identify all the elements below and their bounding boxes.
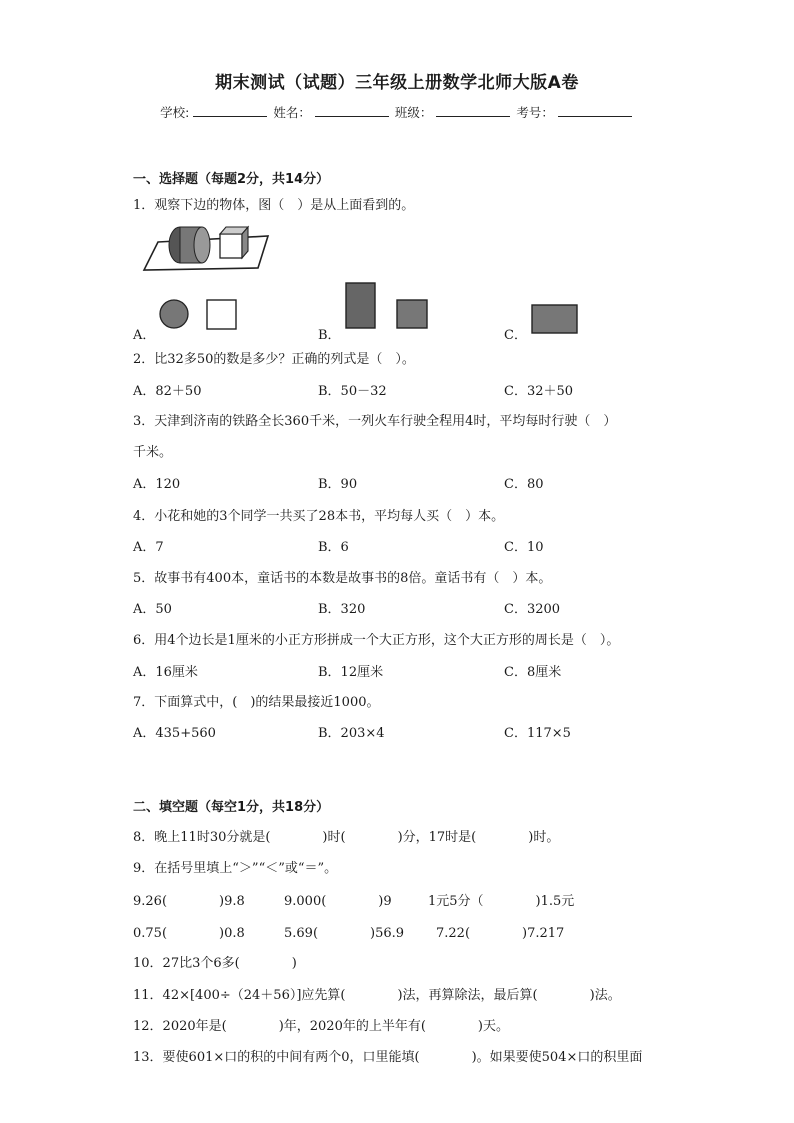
section2-heading: 二、填空题（每空1分，共18分） xyxy=(133,800,330,815)
q1-option-c-figure xyxy=(530,303,580,335)
name-blank[interactable] xyxy=(315,104,389,117)
q1-object-figure xyxy=(140,222,272,274)
exam-number-blank[interactable] xyxy=(558,104,632,117)
q11-text: 11．42×[400÷（24＋56）]应先算( )法，再算除法，最后算( )法。 xyxy=(133,988,621,1003)
exam-number-label: 考号： xyxy=(516,105,554,120)
q9-item-5: 5.69( )56.9 xyxy=(284,926,405,941)
q4-option-b[interactable]: B．6 xyxy=(318,540,349,555)
q5-text: 5．故事书有400本，童话书的本数是故事书的8倍。童话书有（ ）本。 xyxy=(133,571,552,586)
q5-option-b[interactable]: B．320 xyxy=(318,602,366,617)
q9-item-1: 9.26( )9.8 xyxy=(133,894,245,909)
school-blank[interactable] xyxy=(193,104,267,117)
q6-option-a[interactable]: A．16厘米 xyxy=(133,665,198,680)
q7-option-b[interactable]: B．203×4 xyxy=(318,726,385,741)
q8-text: 8．晚上11时30分就是( )时( )分，17时是( )时。 xyxy=(133,830,560,845)
q3-option-a[interactable]: A．120 xyxy=(133,477,181,492)
q4-option-c[interactable]: C．10 xyxy=(504,540,544,555)
q2-text: 2．比32多50的数是多少？正确的列式是（ ）。 xyxy=(133,352,415,367)
q1-option-a-figure xyxy=(158,298,242,332)
q1-option-c[interactable]: C． xyxy=(504,328,527,343)
page-title: 期末测试（试题）三年级上册数学北师大版A卷 xyxy=(215,73,579,93)
q2-option-a[interactable]: A．82＋50 xyxy=(133,384,202,399)
section1-heading: 一、选择题（每题2分，共14分） xyxy=(133,172,330,187)
class-label: 班级： xyxy=(394,105,433,120)
q3-text: 3．天津到济南的铁路全长360千米，一列火车行驶全程用4时，平均每时行驶（ ） xyxy=(133,414,617,429)
q7-text: 7．下面算式中，( )的结果最接近1000。 xyxy=(133,695,380,710)
q9-item-2: 9.000( )9 xyxy=(284,894,392,909)
q7-option-a[interactable]: A．435+560 xyxy=(133,726,216,741)
q1-text: 1．观察下边的物体，图（ ）是从上面看到的。 xyxy=(133,198,415,213)
q1-option-a[interactable]: A． xyxy=(133,328,156,343)
school-label: 学校: xyxy=(160,105,190,120)
q9-item-6: 7.22( )7.217 xyxy=(436,926,565,941)
q6-text: 6．用4个边长是1厘米的小正方形拼成一个大正方形，这个大正方形的周长是（ ）。 xyxy=(133,633,620,648)
q3-option-b[interactable]: B．90 xyxy=(318,477,358,492)
q3-option-c[interactable]: C．80 xyxy=(504,477,544,492)
q1-option-b[interactable]: B． xyxy=(318,328,341,343)
student-info-line xyxy=(0,103,794,121)
q6-option-c[interactable]: C．8厘米 xyxy=(504,665,562,680)
q4-text: 4．小花和她的3个同学一共买了28本书，平均每人买（ ）本。 xyxy=(133,509,505,524)
q7-option-c[interactable]: C．117×5 xyxy=(504,726,571,741)
q12-text: 12．2020年是( )年，2020年的上半年有( )天。 xyxy=(133,1019,509,1034)
q3-text-continued: 千米。 xyxy=(133,445,173,460)
q5-option-a[interactable]: A．50 xyxy=(133,602,172,617)
q13-text: 13．要使601×口的积的中间有两个0，口里能填( )。如果要使504×口的积里面 xyxy=(133,1050,643,1065)
q10-text: 10．27比3个6多( ) xyxy=(133,956,297,971)
q9-item-3: 1元5分（ )1.5元 xyxy=(428,894,575,909)
name-label: 姓名： xyxy=(273,105,311,120)
q4-option-a[interactable]: A．7 xyxy=(133,540,164,555)
q6-option-b[interactable]: B．12厘米 xyxy=(318,665,384,680)
q2-option-b[interactable]: B．50－32 xyxy=(318,384,387,399)
class-blank[interactable] xyxy=(436,104,510,117)
q9-text: 9．在括号里填上“＞”“＜”或“＝”。 xyxy=(133,861,338,876)
q9-item-4: 0.75( )0.8 xyxy=(133,926,245,941)
q1-option-b-figure xyxy=(344,282,430,330)
q5-option-c[interactable]: C．3200 xyxy=(504,602,561,617)
q2-option-c[interactable]: C．32＋50 xyxy=(504,384,574,399)
